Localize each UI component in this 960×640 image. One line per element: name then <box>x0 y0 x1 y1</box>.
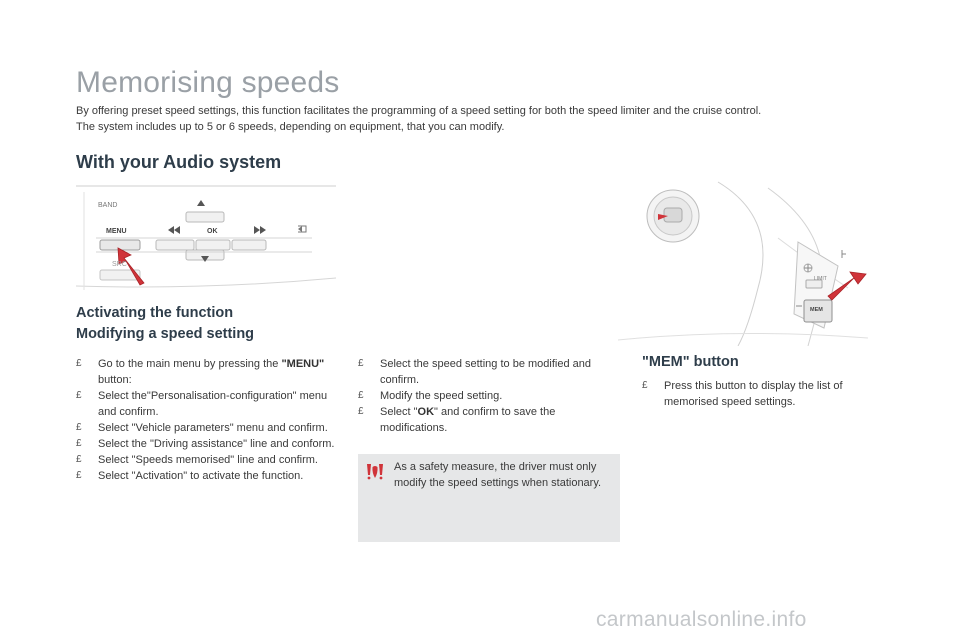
safety-warning-box <box>358 454 620 542</box>
steering-wheel-drawing <box>618 178 868 346</box>
checkbox-bullet-icon: £ <box>358 406 364 417</box>
modifying-speed-heading: Modifying a speed setting <box>76 326 255 342</box>
activation-steps-list <box>76 356 338 484</box>
intro-paragraph-2: The system includes up to 5 or 6 speeds, depending on equipment, that you can modify. <box>76 121 505 133</box>
checkbox-bullet-icon: £ <box>642 380 648 391</box>
checkbox-bullet-icon: £ <box>76 390 82 401</box>
intro-text <box>76 103 816 135</box>
list-item: £ Select "Speeds memorised" line and confirm. <box>76 454 318 466</box>
list-item: £ Select "OK" and confirm to save the modifications. <box>358 406 556 434</box>
list-item: £ Press this button to display the list of memorised speed settings. <box>642 380 843 408</box>
list-item: £ Select "Activation" to activate the function. <box>76 470 304 482</box>
list-item: £ Go to the main menu by pressing the "MENU" button: <box>76 358 325 386</box>
list-item: £ Select the"Personalisation-configuration" menu and confirm. <box>76 390 328 418</box>
list-item: £ Modify the speed setting. <box>358 390 503 402</box>
checkbox-bullet-icon: £ <box>76 422 82 433</box>
limit-label: LIMIT <box>814 276 827 282</box>
intro-paragraph-1: By offering preset speed settings, this function facilitates the programming of a speed setting for both the speed limiter and the cruise control. <box>76 105 762 117</box>
warning-exclamation-icon <box>366 462 384 480</box>
checkbox-bullet-icon: £ <box>358 358 364 369</box>
src-label: SRC <box>112 261 127 268</box>
mem-button-heading: "MEM" button <box>642 354 739 370</box>
section-heading-audio: With your Audio system <box>76 152 282 172</box>
list-item: £ Select "Vehicle parameters" menu and confirm. <box>76 422 328 434</box>
checkbox-bullet-icon: £ <box>76 358 82 369</box>
ok-label: OK <box>207 228 218 235</box>
page-title: Memorising speeds <box>76 66 340 99</box>
checkbox-bullet-icon: £ <box>76 454 82 465</box>
checkbox-bullet-icon: £ <box>358 390 364 401</box>
modification-steps-list <box>358 356 624 436</box>
steering-wheel-illustration <box>618 178 868 346</box>
mem-steps-list <box>642 378 882 410</box>
band-label: BAND <box>98 202 118 209</box>
audio-system-illustration <box>76 182 336 294</box>
menu-label: MENU <box>106 228 127 235</box>
list-item: £ Select the "Driving assistance" line and conform. <box>76 438 335 450</box>
activating-function-heading: Activating the function <box>76 305 234 321</box>
mem-label: MEM <box>810 307 823 313</box>
warning-text: As a safety measure, the driver must only modify the speed settings when stationary. <box>394 461 602 489</box>
list-item: £ Select the speed setting to be modified and confirm. <box>358 358 591 386</box>
audio-panel-drawing <box>76 182 336 294</box>
watermark: carmanualsonline.info <box>596 608 807 631</box>
checkbox-bullet-icon: £ <box>76 438 82 449</box>
checkbox-bullet-icon: £ <box>76 470 82 481</box>
